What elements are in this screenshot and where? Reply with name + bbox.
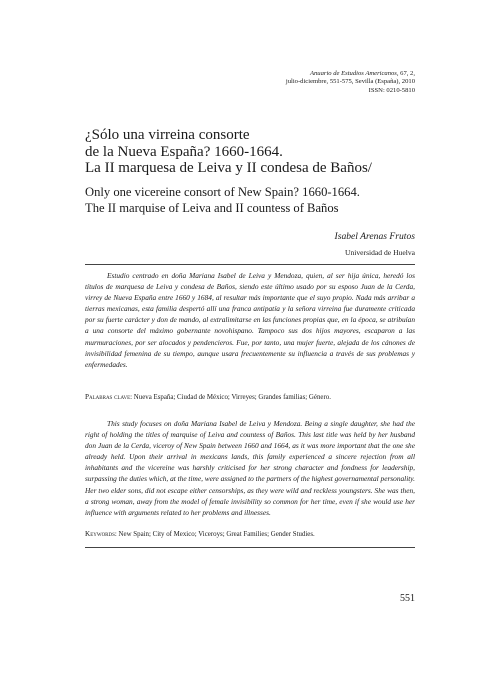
- bottom-divider: [85, 547, 415, 548]
- top-divider: [85, 264, 415, 265]
- keywords-es-label: Palabras clave: [85, 393, 131, 401]
- journal-name: Anuario de Estudios Americanos: [309, 70, 397, 77]
- title-en-line-2: The II marquise of Leiva and II countess of Baños: [85, 200, 339, 215]
- keywords-es-text: : Nueva España; Ciudad de México; Virreyes; Grandes familias; Género.: [130, 394, 331, 401]
- keywords-spanish: [85, 392, 415, 403]
- title-es-line-1: ¿Sólo una virreina consorte: [85, 127, 250, 143]
- journal-header: [175, 70, 415, 95]
- journal-date-pages: julio-diciembre, 551-575, Sevilla (España), 2010: [285, 78, 415, 86]
- author-affiliation: Universidad de Huelva: [344, 248, 415, 257]
- article-title-spanish: [85, 127, 425, 177]
- article-title-english: [85, 185, 425, 216]
- page-number: 551: [400, 593, 415, 604]
- author-name: Isabel Arenas Frutos: [334, 231, 415, 242]
- keywords-en-label: Keywords: [85, 530, 115, 538]
- abstract-english: This study focuses on doña Mariana Isabel de Leiva y Mendoza. Being a single daughter, she had the right of holding the titles of marquise of Leiva and countess of Baños. This last title was held by her husband don Juan de la Cerda, viceroy of New Spain between 1660 and 1664, as it was more important that the one she already held. Upon their arrival in mexicans lands, this family experienced a sincere rejection from all inhabitants and the vicereine was harshly criticised for her strong character and fondness for leadership, surpassing the duties which, at the time, were assigned to the partners of the highest governamental personality. Her two elder sons, did not escape either censorships, as they were wild and reckless youngsters. She was then, a strong woman, away from the model of female invisibility so common for her time, even if she would use her influence with arguments related to her problems and illnesses.: [85, 419, 415, 517]
- keywords-english: [85, 529, 415, 540]
- title-en-line-1: Only one vicereine consort of New Spain? 1660-1664.: [85, 185, 360, 199]
- title-es-line-2: de la Nueva España? 1660-1664.: [85, 143, 283, 160]
- title-es-line-3: La II marquesa de Leiva y II condesa de Baños/: [85, 160, 372, 176]
- journal-issn: ISSN: 0210-5810: [368, 86, 415, 94]
- keywords-en-text: : New Spain; City of Mexico; Viceroys; Great Families; Gender Studies.: [114, 531, 315, 538]
- abstract-spanish: Estudio centrado en doña Mariana Isabel de Leiva y Mendoza, quien, al ser hija única, heredó los títulos de marquesa de Leiva y condesa de Baños, siendo este último usado por su esposo Juan de la Cerda, virrey de Nueva España entre 1660 y 1684, al resultar más importante que el suyo propio. Nada más arribar a tierras mexicanas, esta familia despertó allí una franca antipatía y la señora virreina fue duramente criticada por su fuerte carácter y don de mando, al extralimitarse en las funciones propias que, en la época, se atribuían a una consorte del máximo gobernante novohispano. Tampoco sus dos hijos mayores, escaparon a las murmuraciones, por ser alocados y pendencieros. Fue, por tanto, una mujer fuerte, alejada de los cánones de invisibilidad femenina de su tiempo, aunque usara frecuentemente su influencia a través de sus problemas y enfermedades.: [85, 271, 415, 369]
- journal-citation: [175, 70, 415, 78]
- journal-issue: , 67, 2,: [396, 70, 415, 77]
